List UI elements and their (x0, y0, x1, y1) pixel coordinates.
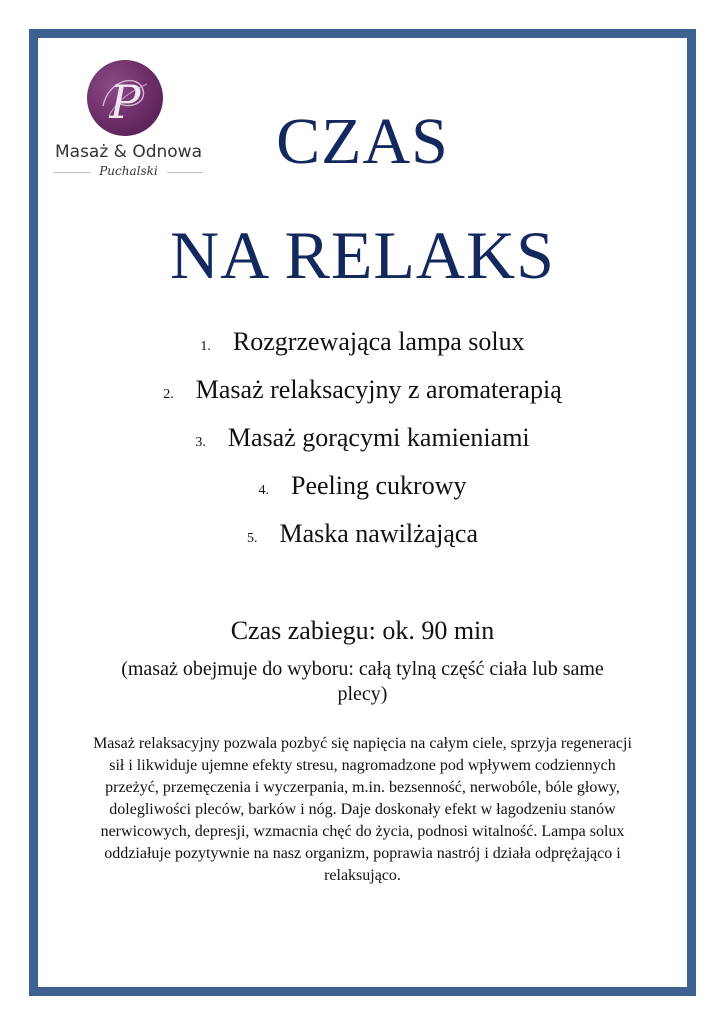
treatment-description: Masaż relaksacyjny pozwala pozbyć się napięcia na całym ciele, sprzyja regeneracji sił i likwiduje ujemne efekty stresu, nagromadzone pod wpływem codziennych przeżyć, przemęczenia i wyczerpania, m.in. bezsenność, nerwobóle, bóle głowy, dolegliwości pleców, barków i nóg. Daje doskonały efekt w łagodzeniu stanów nerwicowych, depresji, wzmacnia chęć do życia, podnosi witalność. Lampa solux oddziałuje pozytywnie na nasz organizm, poprawia nastrój i działa odprężająco i relaksująco. (93, 735, 632, 884)
treatment-number: 3. (195, 435, 206, 450)
logo-subtitle: Puchalski (99, 164, 158, 178)
treatment-item (0, 418, 725, 466)
title-line-2: NA RELAKS (170, 217, 555, 293)
treatment-label: Rozgrzewająca lampa solux (232, 327, 525, 356)
treatment-number: 4. (258, 483, 270, 498)
title-line-1: CZAS (276, 105, 449, 178)
treatment-number: 5. (246, 531, 258, 546)
treatment-item (0, 370, 725, 418)
logo-name: Masaż & Odnowa (54, 142, 202, 162)
treatment-number: 2. (163, 387, 174, 402)
treatment-label: Peeling cukrowy (291, 471, 467, 500)
treatment-item (0, 514, 725, 562)
treatment-item (0, 322, 725, 370)
treatment-label: Masaż gorącymi kamieniami (227, 423, 530, 452)
logo-monogram: P (109, 75, 141, 129)
treatment-item (0, 466, 725, 514)
treatment-note: (masaż obejmuje do wyboru: całą tylną część ciała lub same plecy) (121, 658, 604, 705)
treatment-label: Maska nawilżająca (279, 519, 478, 548)
treatment-duration: Czas zabiegu: ok. 90 min (230, 616, 495, 645)
treatment-list (0, 322, 725, 562)
treatment-label: Masaż relaksacyjny z aromaterapią (195, 375, 562, 404)
treatment-number: 1. (200, 339, 211, 354)
